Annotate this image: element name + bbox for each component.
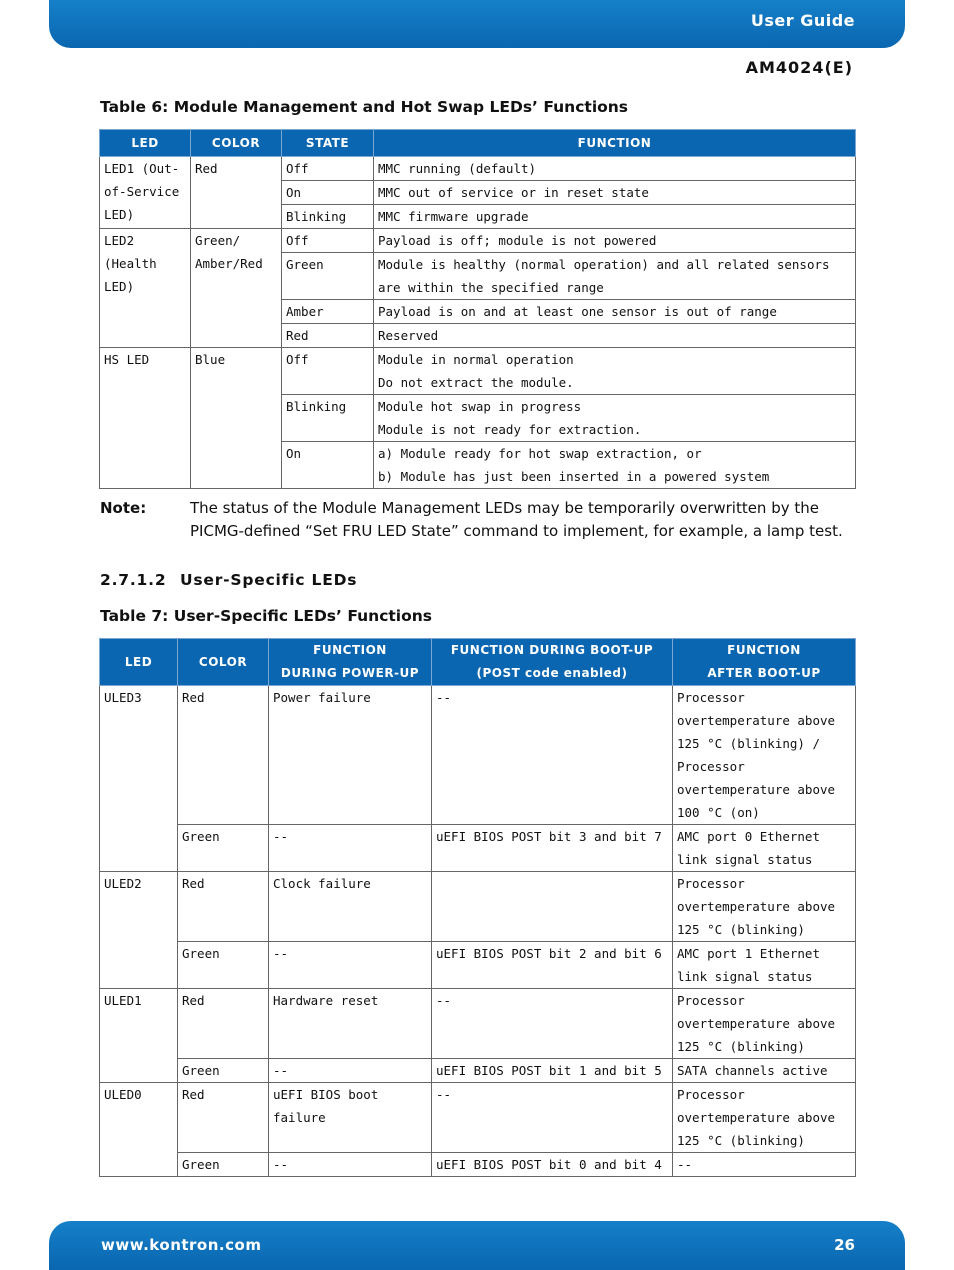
table6-led-cell: HS LED xyxy=(100,348,191,489)
table7-power-up-cell: Power failure xyxy=(269,686,432,825)
note-text: The status of the Module Management LEDs may be temporarily overwritten by the PICMG-defined “Set FRU LED State” command to implement, for example, a lamp test. xyxy=(190,499,843,540)
table7-boot-up-cell: uEFI BIOS POST bit 0 and bit 4 xyxy=(432,1153,673,1177)
header-line: (POST code enabled) xyxy=(476,666,628,680)
table-row xyxy=(100,1059,856,1083)
table7-color-cell: Red xyxy=(178,686,269,825)
table7-led-cell: ULED2 xyxy=(100,872,178,989)
table7-color-cell: Green xyxy=(178,1059,269,1083)
table7-after-boot-cell: Processor overtemperature above 125 °C (blinking) xyxy=(673,989,856,1059)
section-number: 2.7.1.2 xyxy=(100,571,167,589)
function-line: b) Module has just been inserted in a powered system xyxy=(378,469,770,484)
page-number: 26 xyxy=(834,1236,855,1254)
table7-after-boot-cell: AMC port 0 Ethernet link signal status xyxy=(673,825,856,872)
table7-header-led: LED xyxy=(100,639,178,686)
table7-boot-up-cell: uEFI BIOS POST bit 1 and bit 5 xyxy=(432,1059,673,1083)
section-title: User-Specific LEDs xyxy=(180,571,358,589)
table7-boot-up-cell: -- xyxy=(432,989,673,1059)
table6-function-cell: Payload is off; module is not powered xyxy=(374,229,856,253)
table7-color-cell: Red xyxy=(178,989,269,1059)
table6-led-cell: LED1 (Out-of-Service LED) xyxy=(100,157,191,229)
table6-header-state: STATE xyxy=(282,130,374,157)
header-bar xyxy=(49,0,905,48)
table7-color-cell: Red xyxy=(178,872,269,942)
function-line: Do not extract the module. xyxy=(378,375,574,390)
table6-header-row xyxy=(100,130,856,157)
table7-power-up-cell: uEFI BIOS boot failure xyxy=(269,1083,432,1153)
table7-boot-up-cell xyxy=(432,872,673,942)
table7-after-boot-cell: Processor overtemperature above 125 °C (blinking) xyxy=(673,872,856,942)
table6-header-led: LED xyxy=(100,130,191,157)
table6-function-cell: Reserved xyxy=(374,324,856,348)
table6-state-cell: Blinking xyxy=(282,205,374,229)
table7-boot-up-cell: uEFI BIOS POST bit 2 and bit 6 xyxy=(432,942,673,989)
table6-state-cell: Amber xyxy=(282,300,374,324)
table-row xyxy=(100,872,856,942)
table7-boot-up-cell: -- xyxy=(432,1083,673,1153)
table7-header-after-boot xyxy=(673,639,856,686)
table6-function-cell xyxy=(374,442,856,489)
table7-led-cell: ULED3 xyxy=(100,686,178,872)
function-line: Module is not ready for extraction. xyxy=(378,422,642,437)
table6-color-cell: Green/ Amber/Red xyxy=(191,229,282,348)
table7-led-cell: ULED0 xyxy=(100,1083,178,1177)
table6-function-cell: MMC firmware upgrade xyxy=(374,205,856,229)
table6-state-cell: On xyxy=(282,442,374,489)
table6-color-cell: Blue xyxy=(191,348,282,489)
header-line: FUNCTION DURING BOOT-UP xyxy=(450,643,654,657)
table7-header-row xyxy=(100,639,856,686)
table7-color-cell: Green xyxy=(178,1153,269,1177)
table7-after-boot-cell: -- xyxy=(673,1153,856,1177)
table-row xyxy=(100,1153,856,1177)
table6-state-cell: Off xyxy=(282,157,374,181)
table7-power-up-cell: -- xyxy=(269,1059,432,1083)
table-row xyxy=(100,942,856,989)
table7-caption: Table 7: User-Specific LEDs’ Functions xyxy=(100,607,433,625)
table-row xyxy=(100,825,856,872)
table7-after-boot-cell: AMC port 1 Ethernet link signal status xyxy=(673,942,856,989)
footer-bar xyxy=(49,1221,905,1270)
table7-after-boot-cell: Processor overtemperature above 125 °C (blinking) xyxy=(673,1083,856,1153)
table6-header-function: FUNCTION xyxy=(374,130,856,157)
header-line: FUNCTION xyxy=(313,643,387,657)
table6-function-cell: Module is healthy (normal operation) and all related sensors are within the specified range xyxy=(374,253,856,300)
table7-after-boot-cell: SATA channels active xyxy=(673,1059,856,1083)
footer-url-link[interactable]: www.kontron.com xyxy=(101,1236,262,1254)
header-line: FUNCTION xyxy=(727,643,801,657)
table7-color-cell: Green xyxy=(178,942,269,989)
table7-led-cell: ULED1 xyxy=(100,989,178,1083)
table-row xyxy=(100,348,856,395)
function-line: a) Module ready for hot swap extraction, or xyxy=(378,446,702,461)
table7-header-power-up xyxy=(269,639,432,686)
table7-power-up-cell: -- xyxy=(269,1153,432,1177)
table7 xyxy=(99,638,856,1177)
table7-color-cell: Red xyxy=(178,1083,269,1153)
table7-boot-up-cell: -- xyxy=(432,686,673,825)
table6-led-cell: LED2 (Health LED) xyxy=(100,229,191,348)
table6-state-cell: Off xyxy=(282,348,374,395)
table7-color-cell: Green xyxy=(178,825,269,872)
table7-power-up-cell: Clock failure xyxy=(269,872,432,942)
table6-color-cell: Red xyxy=(191,157,282,229)
table6-state-cell: Green xyxy=(282,253,374,300)
table7-power-up-cell: -- xyxy=(269,825,432,872)
table7-boot-up-cell: uEFI BIOS POST bit 3 and bit 7 xyxy=(432,825,673,872)
table6-header-color: COLOR xyxy=(191,130,282,157)
section-heading xyxy=(100,571,357,589)
table6 xyxy=(99,129,856,489)
function-line: Module hot swap in progress xyxy=(378,399,582,414)
table-row xyxy=(100,989,856,1059)
table6-function-cell: MMC running (default) xyxy=(374,157,856,181)
note-label: Note: xyxy=(100,499,147,517)
product-name: AM4024(E) xyxy=(745,58,853,77)
header-line: AFTER BOOT-UP xyxy=(707,666,821,680)
table-row xyxy=(100,157,856,181)
table-row xyxy=(100,229,856,253)
table6-function-cell: Payload is on and at least one sensor is out of range xyxy=(374,300,856,324)
table7-after-boot-cell: Processor overtemperature above 125 °C (blinking) / Processor overtemperature above 100 °C (on) xyxy=(673,686,856,825)
function-line: Module in normal operation xyxy=(378,352,574,367)
table6-state-cell: Red xyxy=(282,324,374,348)
table7-header-color: COLOR xyxy=(178,639,269,686)
table6-function-cell xyxy=(374,348,856,395)
table6-function-cell xyxy=(374,395,856,442)
table6-state-cell: Off xyxy=(282,229,374,253)
table-row xyxy=(100,686,856,825)
table6-state-cell: On xyxy=(282,181,374,205)
header-title: User Guide xyxy=(750,11,855,30)
table6-function-cell: MMC out of service or in reset state xyxy=(374,181,856,205)
table6-caption: Table 6: Module Management and Hot Swap LEDs’ Functions xyxy=(100,98,629,116)
table6-state-cell: Blinking xyxy=(282,395,374,442)
table7-power-up-cell: Hardware reset xyxy=(269,989,432,1059)
header-line: DURING POWER-UP xyxy=(280,666,420,680)
table-row xyxy=(100,1083,856,1153)
table7-header-boot-up xyxy=(432,639,673,686)
table7-power-up-cell: -- xyxy=(269,942,432,989)
